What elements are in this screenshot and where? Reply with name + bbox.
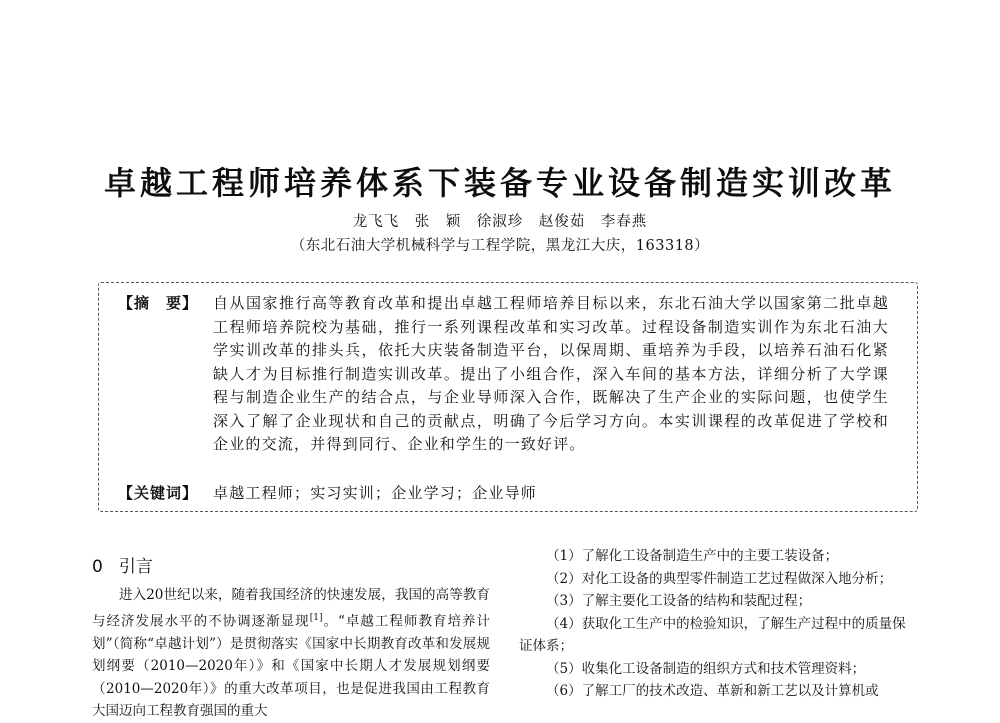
section-heading (92, 552, 153, 577)
intro-text-2: 。“卓越工程师教育培养计划”（简称“卓越计划”）是贯彻落实《国家中长期教育改革和发展规划纲要（2010—2020年）》和《国家中长期人才发展规划纲要（2010—2020年）》的重大改革项目，也是促进我国由工程教育大国迈向工程教育强国的重大 (92, 613, 491, 719)
paper-title: 卓越工程师培养体系下装备专业设备制造实训改革 (103, 164, 896, 202)
keywords-label: 【关键词】 (118, 484, 199, 502)
abstract-text: 自从国家推行高等教育改革和提出卓越工程师培养目标以来，东北石油大学以国家第二批卓越工程师培养院校为基础，推行一系列课程改革和实习改革。过程设备制造实训作为东北石油大学实训改革的排头兵，依托大庆装备制造平台，以保周期、重培养为手段，以培养石油石化紧缺人才为目标推行制造实训改革。提出了小组合作，深入车间的基本方法，详细分析了大学课程与制造企业生产的结合点，与企业导师深入合作，既解决了生产企业的实际问题，也使学生深入了解了企业现状和自己的贡献点，明确了今后学习方向。本实训课程的改革促进了学校和企业的交流，并得到同行、企业和学生的一致好评。 (213, 294, 889, 453)
list-item: （5）收集化工设备制造的组织方式和技术管理资料； (546, 660, 866, 677)
intro-text-1: 进入20世纪以来，随着我国经济的快速发展，我国的高等教育与经济发展水平的不协调逐渐显现 (92, 587, 490, 629)
keywords-text: 卓越工程师；实习实训；企业学习；企业导师 (213, 484, 538, 502)
objectives-column (519, 545, 919, 703)
list-item: （1）了解化工设备制造生产中的主要工装设备； (546, 548, 839, 564)
list-item: （2）对化工设备的典型零件制造工艺过程做深入地分析； (546, 570, 893, 587)
abstract-label: 【摘 要】 (118, 294, 199, 312)
citation-ref: [1] (309, 612, 323, 623)
affiliation: （东北石油大学机械科学与工程学院，黑龙江大庆，163318） (290, 238, 710, 254)
section-title: 引言 (118, 557, 153, 577)
list-item: （4）获取化工生产中的检验知识，了解生产过程中的质量保证体系； (519, 615, 906, 654)
list-item: （3）了解主要化工设备的结构和装配过程； (546, 593, 812, 609)
list-item: （6）了解工厂的技术改造、革新和新工艺以及计算机或 (546, 683, 879, 699)
section-number: 0 (92, 557, 103, 577)
author-list: 龙飞飞 张 颖 徐淑珍 赵俊茹 李春燕 (352, 214, 648, 230)
